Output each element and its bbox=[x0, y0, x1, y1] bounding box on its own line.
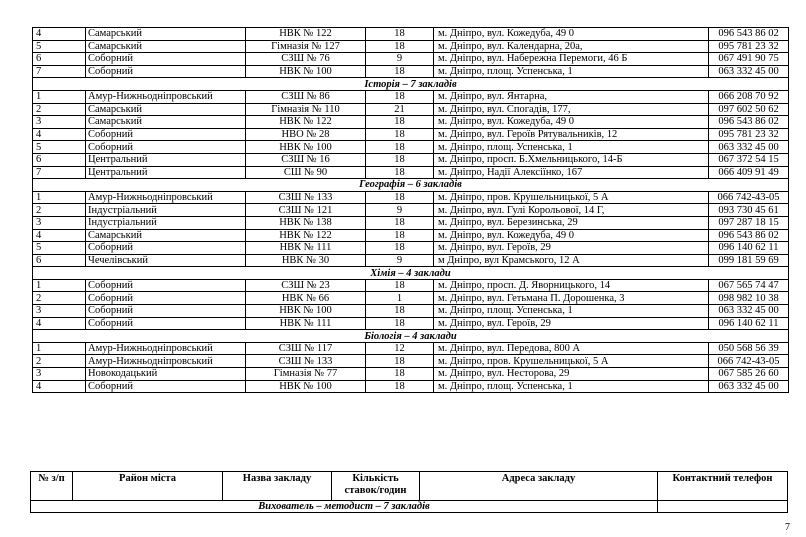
row-institution: НВК № 30 bbox=[246, 254, 366, 267]
table-row bbox=[33, 191, 789, 204]
header-address: Адреса закладу bbox=[420, 472, 658, 501]
row-phone: 098 982 10 38 bbox=[709, 292, 789, 305]
row-phone: 063 332 45 00 bbox=[709, 305, 789, 318]
row-stavky: 18 bbox=[366, 65, 434, 78]
row-institution: НВК № 122 bbox=[246, 28, 366, 41]
row-address: м. Дніпро, вул. Кожедуба, 49 0 bbox=[434, 229, 709, 242]
row-district: Самарський bbox=[86, 229, 246, 242]
header-table bbox=[30, 471, 788, 513]
row-stavky: 18 bbox=[366, 242, 434, 255]
table-row bbox=[33, 128, 789, 141]
section-row bbox=[31, 501, 788, 513]
row-number: 3 bbox=[33, 305, 86, 318]
table-row bbox=[33, 216, 789, 229]
row-address: м. Дніпро, просп. Б.Хмельницького, 14-Б bbox=[434, 153, 709, 166]
row-district: Соборний bbox=[86, 279, 246, 292]
row-stavky: 18 bbox=[366, 166, 434, 179]
table-row bbox=[33, 229, 789, 242]
row-phone: 066 208 70 92 bbox=[709, 90, 789, 103]
row-address: м. Дніпро, пров. Крушельницької, 5 А bbox=[434, 355, 709, 368]
row-district: Центральний bbox=[86, 153, 246, 166]
row-address: м. Дніпро, площ. Успенська, 1 bbox=[434, 305, 709, 318]
section-label: Історія – 7 закладів bbox=[33, 78, 789, 91]
row-number: 1 bbox=[33, 90, 86, 103]
row-district: Амур-Нижньодніпровський bbox=[86, 355, 246, 368]
table-row bbox=[33, 380, 789, 393]
row-stavky: 18 bbox=[366, 368, 434, 381]
section-label: Біологія – 4 заклади bbox=[33, 330, 789, 343]
section-row bbox=[33, 267, 789, 280]
row-address: м. Дніпро, вул. Героїв, 29 bbox=[434, 242, 709, 255]
row-district: Амур-Нижньодніпровський bbox=[86, 191, 246, 204]
row-number: 2 bbox=[33, 103, 86, 116]
row-institution: СЗШ № 133 bbox=[246, 191, 366, 204]
row-stavky: 18 bbox=[366, 229, 434, 242]
table-row bbox=[33, 166, 789, 179]
row-district: Соборний bbox=[86, 242, 246, 255]
row-stavky: 18 bbox=[366, 279, 434, 292]
table-row bbox=[33, 153, 789, 166]
header-institution: Назва закладу bbox=[223, 472, 332, 501]
row-institution: СЗШ № 117 bbox=[246, 342, 366, 355]
row-phone: 067 585 26 60 bbox=[709, 368, 789, 381]
row-institution: СЗШ № 121 bbox=[246, 204, 366, 217]
row-number: 1 bbox=[33, 191, 86, 204]
row-institution: НВК № 66 bbox=[246, 292, 366, 305]
row-stavky: 12 bbox=[366, 342, 434, 355]
row-phone: 095 781 23 32 bbox=[709, 40, 789, 53]
row-address: м. Дніпро, вул. Спогадів, 177, bbox=[434, 103, 709, 116]
institutions-table-body bbox=[33, 28, 789, 393]
row-address: м. Дніпро, вул. Передова, 800 А bbox=[434, 342, 709, 355]
row-address: м. Дніпро, площ. Успенська, 1 bbox=[434, 380, 709, 393]
row-phone: 096 543 86 02 bbox=[709, 116, 789, 129]
row-stavky: 18 bbox=[366, 141, 434, 154]
table-row bbox=[33, 65, 789, 78]
section-row bbox=[33, 330, 789, 343]
row-institution: НВК № 100 bbox=[246, 65, 366, 78]
header-district: Район міста bbox=[73, 472, 223, 501]
row-institution: СЗШ № 76 bbox=[246, 53, 366, 66]
row-phone: 063 332 45 00 bbox=[709, 65, 789, 78]
row-stavky: 18 bbox=[366, 380, 434, 393]
row-stavky: 18 bbox=[366, 216, 434, 229]
institutions-table bbox=[32, 27, 789, 393]
row-phone: 067 372 54 15 bbox=[709, 153, 789, 166]
row-number: 2 bbox=[33, 204, 86, 217]
row-phone: 096 140 62 11 bbox=[709, 242, 789, 255]
page-number: 7 bbox=[785, 522, 790, 533]
table-row bbox=[33, 317, 789, 330]
row-district: Соборний bbox=[86, 317, 246, 330]
row-address: м. Дніпро, Надії Алексіїнко, 167 bbox=[434, 166, 709, 179]
row-number: 4 bbox=[33, 229, 86, 242]
row-address: м. Дніпро, пров. Крушельницької, 5 А bbox=[434, 191, 709, 204]
row-stavky: 18 bbox=[366, 40, 434, 53]
table-row bbox=[33, 242, 789, 255]
row-phone: 099 181 59 69 bbox=[709, 254, 789, 267]
row-number: 4 bbox=[33, 28, 86, 41]
row-number: 6 bbox=[33, 53, 86, 66]
row-district: Чечелівський bbox=[86, 254, 246, 267]
row-institution: НВК № 111 bbox=[246, 242, 366, 255]
row-address: м. Дніпро, вул. Несторова, 29 bbox=[434, 368, 709, 381]
row-stavky: 18 bbox=[366, 191, 434, 204]
row-address: м. Дніпро, вул. Кожедуба, 49 0 bbox=[434, 116, 709, 129]
row-phone: 097 602 50 62 bbox=[709, 103, 789, 116]
table-row bbox=[33, 342, 789, 355]
row-district: Самарський bbox=[86, 103, 246, 116]
table-row bbox=[33, 90, 789, 103]
row-number: 1 bbox=[33, 342, 86, 355]
row-stavky: 18 bbox=[366, 116, 434, 129]
row-district: Індустріальний bbox=[86, 204, 246, 217]
row-institution: Гімназія № 127 bbox=[246, 40, 366, 53]
row-institution: СЗШ № 23 bbox=[246, 279, 366, 292]
section-row bbox=[33, 179, 789, 192]
section-label: Вихователь – методист – 7 закладів bbox=[31, 501, 658, 513]
row-institution: НВК № 111 bbox=[246, 317, 366, 330]
row-phone: 096 140 62 11 bbox=[709, 317, 789, 330]
row-address: м Дніпро, вул Крамського, 12 А bbox=[434, 254, 709, 267]
row-district: Самарський bbox=[86, 116, 246, 129]
row-stavky: 1 bbox=[366, 292, 434, 305]
row-phone: 067 565 74 47 bbox=[709, 279, 789, 292]
table-row bbox=[33, 305, 789, 318]
row-phone: 063 332 45 00 bbox=[709, 380, 789, 393]
row-address: м. Дніпро, площ. Успенська, 1 bbox=[434, 65, 709, 78]
row-address: м. Дніпро, вул. Гетьмана П. Дорошенка, 3 bbox=[434, 292, 709, 305]
table-row bbox=[33, 204, 789, 217]
row-institution: СЗШ № 16 bbox=[246, 153, 366, 166]
row-address: м. Дніпро, вул. Календарна, 20а, bbox=[434, 40, 709, 53]
row-institution: СШ № 90 bbox=[246, 166, 366, 179]
row-institution: НВК № 100 bbox=[246, 141, 366, 154]
table-row bbox=[33, 141, 789, 154]
row-number: 4 bbox=[33, 380, 86, 393]
row-address: м. Дніпро, вул. Героїв, 29 bbox=[434, 317, 709, 330]
section-label: Географія – 6 закладів bbox=[33, 179, 789, 192]
row-stavky: 9 bbox=[366, 254, 434, 267]
table-row bbox=[33, 116, 789, 129]
row-stavky: 18 bbox=[366, 128, 434, 141]
row-phone: 066 742-43-05 bbox=[709, 191, 789, 204]
row-district: Соборний bbox=[86, 305, 246, 318]
row-district: Соборний bbox=[86, 65, 246, 78]
row-district: Соборний bbox=[86, 128, 246, 141]
row-number: 5 bbox=[33, 242, 86, 255]
table-row bbox=[33, 53, 789, 66]
table-row bbox=[33, 40, 789, 53]
row-number: 6 bbox=[33, 153, 86, 166]
row-institution: СЗШ № 86 bbox=[246, 90, 366, 103]
table-row bbox=[33, 355, 789, 368]
row-number: 4 bbox=[33, 317, 86, 330]
row-phone: 050 568 56 39 bbox=[709, 342, 789, 355]
row-stavky: 9 bbox=[366, 53, 434, 66]
row-number: 4 bbox=[33, 128, 86, 141]
row-district: Соборний bbox=[86, 292, 246, 305]
header-num: № з/п bbox=[31, 472, 73, 501]
row-institution: НВК № 122 bbox=[246, 229, 366, 242]
section-empty-cell bbox=[658, 501, 788, 513]
row-phone: 096 543 86 02 bbox=[709, 229, 789, 242]
row-number: 3 bbox=[33, 216, 86, 229]
row-district: Амур-Нижньодніпровський bbox=[86, 90, 246, 103]
row-phone: 096 543 86 02 bbox=[709, 28, 789, 41]
table-row bbox=[33, 279, 789, 292]
row-district: Самарський bbox=[86, 40, 246, 53]
row-institution: Гімназія № 77 bbox=[246, 368, 366, 381]
table-row bbox=[33, 368, 789, 381]
header-row bbox=[31, 472, 788, 501]
row-institution: НВО № 28 bbox=[246, 128, 366, 141]
row-phone: 093 730 45 61 bbox=[709, 204, 789, 217]
table-row bbox=[33, 28, 789, 41]
row-stavky: 9 bbox=[366, 204, 434, 217]
row-stavky: 18 bbox=[366, 305, 434, 318]
row-district: Амур-Нижньодніпровський bbox=[86, 342, 246, 355]
row-stavky: 18 bbox=[366, 28, 434, 41]
table-row bbox=[33, 254, 789, 267]
row-address: м. Дніпро, просп. Д. Яворницького, 14 bbox=[434, 279, 709, 292]
row-number: 5 bbox=[33, 40, 86, 53]
table-row bbox=[33, 292, 789, 305]
row-number: 7 bbox=[33, 65, 86, 78]
row-institution: НВК № 100 bbox=[246, 305, 366, 318]
row-phone: 066 742-43-05 bbox=[709, 355, 789, 368]
row-stavky: 18 bbox=[366, 90, 434, 103]
header-stavky: Кількість ставок/годин bbox=[332, 472, 420, 501]
table-row bbox=[33, 103, 789, 116]
row-phone: 095 781 23 32 bbox=[709, 128, 789, 141]
row-district: Соборний bbox=[86, 380, 246, 393]
section-row bbox=[33, 78, 789, 91]
row-phone: 097 287 18 15 bbox=[709, 216, 789, 229]
row-address: м. Дніпро, вул. Янтарна, bbox=[434, 90, 709, 103]
row-address: м. Дніпро, вул. Кожедуба, 49 0 bbox=[434, 28, 709, 41]
row-district: Самарський bbox=[86, 28, 246, 41]
row-stavky: 18 bbox=[366, 317, 434, 330]
row-number: 2 bbox=[33, 355, 86, 368]
row-institution: НВК № 122 bbox=[246, 116, 366, 129]
row-number: 2 bbox=[33, 292, 86, 305]
row-address: м. Дніпро, вул. Березинська, 29 bbox=[434, 216, 709, 229]
row-address: м. Дніпро, вул. Набережна Перемоги, 46 Б bbox=[434, 53, 709, 66]
row-stavky: 18 bbox=[366, 153, 434, 166]
row-institution: СЗШ № 133 bbox=[246, 355, 366, 368]
row-district: Соборний bbox=[86, 141, 246, 154]
row-district: Соборний bbox=[86, 53, 246, 66]
row-address: м. Дніпро, площ. Успенська, 1 bbox=[434, 141, 709, 154]
row-number: 3 bbox=[33, 368, 86, 381]
row-district: Новокодацький bbox=[86, 368, 246, 381]
row-institution: НВК № 100 bbox=[246, 380, 366, 393]
row-district: Індустріальний bbox=[86, 216, 246, 229]
row-stavky: 18 bbox=[366, 355, 434, 368]
row-institution: Гімназія № 110 bbox=[246, 103, 366, 116]
row-address: м. Дніпро, вул. Гулі Корольової, 14 Г, bbox=[434, 204, 709, 217]
row-number: 1 bbox=[33, 279, 86, 292]
row-number: 5 bbox=[33, 141, 86, 154]
row-institution: НВК № 138 bbox=[246, 216, 366, 229]
row-phone: 066 409 91 49 bbox=[709, 166, 789, 179]
row-number: 6 bbox=[33, 254, 86, 267]
section-label: Хімія – 4 заклади bbox=[33, 267, 789, 280]
row-stavky: 21 bbox=[366, 103, 434, 116]
row-district: Центральний bbox=[86, 166, 246, 179]
row-address: м. Дніпро, вул. Героїв Рятувальників, 12 bbox=[434, 128, 709, 141]
header-phone: Контактний телефон bbox=[658, 472, 788, 501]
row-phone: 067 491 90 75 bbox=[709, 53, 789, 66]
row-number: 7 bbox=[33, 166, 86, 179]
row-number: 3 bbox=[33, 116, 86, 129]
row-phone: 063 332 45 00 bbox=[709, 141, 789, 154]
